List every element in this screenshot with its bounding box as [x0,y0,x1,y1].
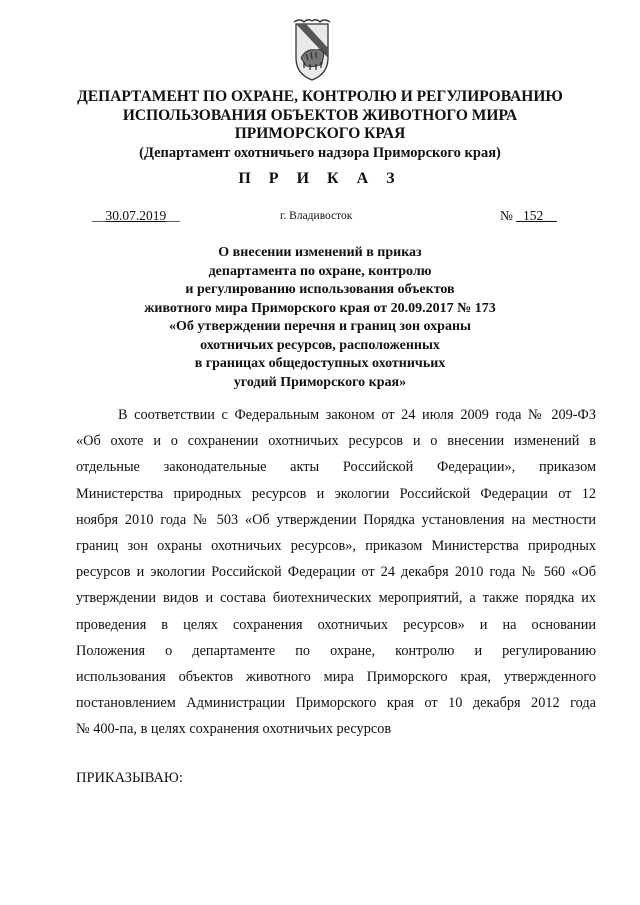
coat-of-arms-graphic [286,18,338,84]
body-line: Министерства природных ресурсов и экологии Российской Федерации от 12 [76,485,596,502]
subject-line: в границах общедоступных охотничьих [194,356,446,371]
order-number [500,208,557,224]
body-line: «Об охоте и о сохранении охотничьих ресурсов и о внесении изменений в [76,433,596,450]
body-line: проведения в целях сохранения охотничьих ресурсов» и на основании [76,616,596,633]
order-date [92,208,180,224]
order-subject [120,244,520,392]
body-line: границ зон охраны охотничьих ресурсов», приказом Министерства природных [76,538,596,555]
order-city: г. Владивосток [280,210,353,222]
body-line: утверждении видов и состава биотехнических мероприятий, а также порядка их [76,590,596,607]
body-line: использования объектов животного мира Приморского края, утвержденного [76,669,596,686]
department-short-name: (Департамент охотничьего надзора Приморского края) [139,144,501,161]
document-type-heading: П Р И К А З [238,170,402,187]
department-line: ДЕПАРТАМЕНТ ПО ОХРАНЕ, КОНТРОЛЮ И РЕГУЛИРОВАНИЮ [77,88,563,105]
preamble-paragraph [76,402,596,743]
body-line: отдельные законодательные акты Российской Федерации», приказом [76,459,596,476]
subject-line: департамента по охране, контролю [208,263,432,279]
primorsky-krai-coat-of-arms-icon [286,18,338,84]
department-line: ИСПОЛЬЗОВАНИЯ ОБЪЕКТОВ ЖИВОТНОГО МИРА [122,106,518,124]
subject-line: «Об утверждении перечня и границ зон охраны [169,319,471,334]
department-line: ПРИМОРСКОГО КРАЯ [234,125,406,142]
order-word: ПРИКАЗЫВАЮ: [76,770,183,786]
date-value: 30.07.2019 [105,208,167,223]
subject-line: охотничьих ресурсов, расположенных [200,337,440,353]
department-title [40,88,600,162]
date-prefix: __ [92,208,106,223]
number-value: _152__ [516,208,557,223]
body-line: В соответствии с Федеральным законом от 24 июля 2009 года № 209-ФЗ [118,407,596,423]
body-line: № 400-па, в целях сохранения охотничьих ресурсов [76,721,392,738]
subject-line: угодий Приморского края» [233,374,407,390]
body-line: Положения о департаменте по охране, контролю и регулированию [76,642,596,659]
body-line: ноября 2010 года № 503 «Об утверждении Порядка установления на местности [76,511,596,528]
number-label: № [500,208,517,223]
body-line: ресурсов и экологии Российской Федерации от 24 декабря 2010 года № 560 «Об [76,564,596,581]
subject-line: и регулированию использования объектов [185,282,455,297]
subject-line: животного мира Приморского края от 20.09.2017 № 173 [144,300,496,316]
subject-line: О внесении изменений в приказ [218,245,422,260]
body-line: постановлением Администрации Приморского края от 10 декабря 2012 года [76,695,596,712]
date-suffix: __ [166,208,180,223]
